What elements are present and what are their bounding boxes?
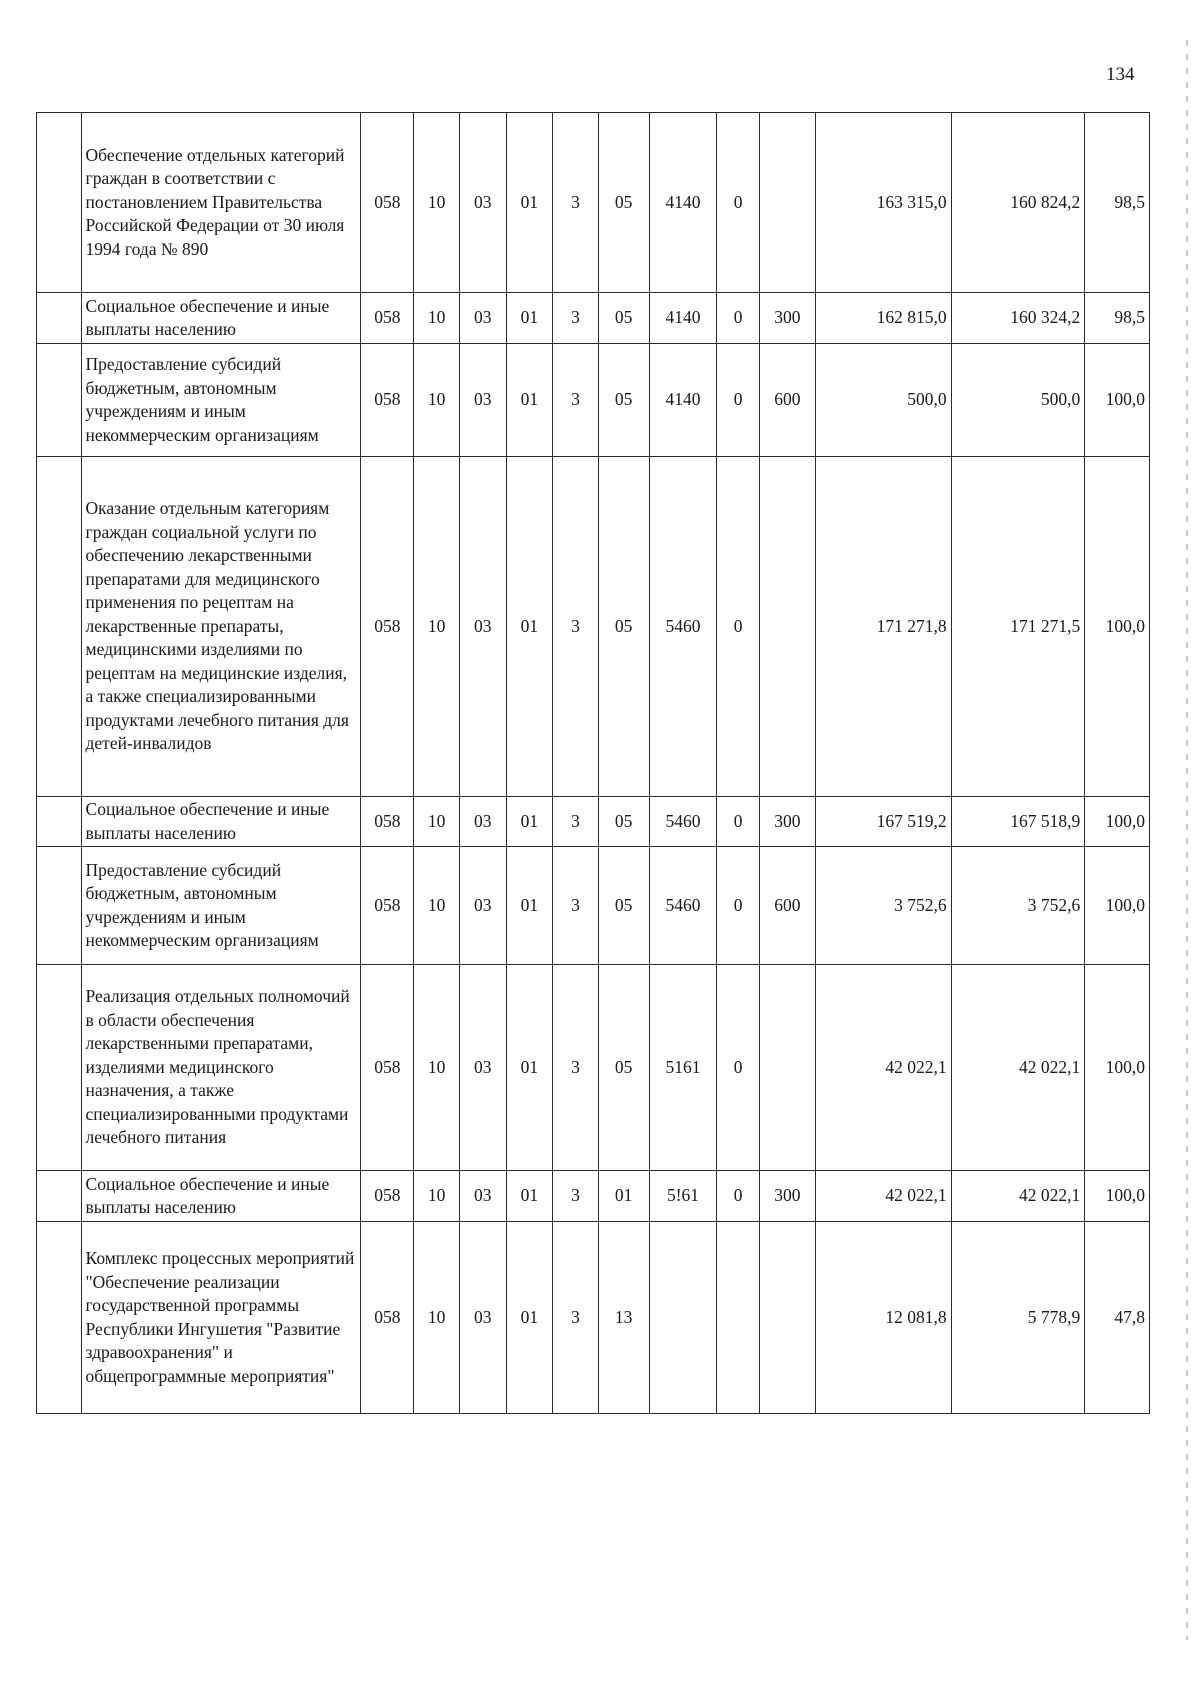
code-cell: 10 [414,1171,460,1222]
code-cell: 03 [459,797,506,847]
actual-amount: 160 824,2 [951,113,1085,293]
code-cell: 4140 [649,293,717,344]
code-cell: 05 [598,457,649,797]
actual-amount: 42 022,1 [951,1171,1085,1222]
code-cell: 3 [553,293,599,344]
code-cell: 300 [759,797,815,847]
code-cell: 03 [459,965,506,1171]
code-cell: 01 [506,293,553,344]
code-cell [759,965,815,1171]
code-cell: 03 [459,1171,506,1222]
code-cell: 0 [717,847,759,965]
code-cell: 01 [506,344,553,457]
row-description: Комплекс процессных мероприятий "Обеспечение реализации государственной программы Республики Ингушетия "Развитие здравоохранения" и общепрограммные мероприятия" [81,1222,361,1414]
code-cell: 4140 [649,113,717,293]
code-cell: 03 [459,344,506,457]
row-description: Предоставление субсидий бюджетным, автономным учреждениям и иным некоммерческим организациям [81,344,361,457]
code-cell: 5460 [649,797,717,847]
code-cell: 058 [361,847,414,965]
code-cell [759,113,815,293]
code-cell: 3 [553,344,599,457]
code-cell: 058 [361,344,414,457]
table-row [37,847,1150,965]
code-cell: 3 [553,1171,599,1222]
code-cell: 5460 [649,847,717,965]
plan-amount: 12 081,8 [816,1222,952,1414]
actual-amount: 167 518,9 [951,797,1085,847]
row-index-cell [37,847,82,965]
code-cell: 10 [414,113,460,293]
row-index-cell [37,1222,82,1414]
code-cell: 3 [553,457,599,797]
code-cell: 01 [506,457,553,797]
row-description: Реализация отдельных полномочий в области обеспечения лекарственными препаратами, изделиями медицинского назначения, а также специализированными продуктами лечебного питания [81,965,361,1171]
code-cell: 0 [717,797,759,847]
code-cell: 3 [553,797,599,847]
execution-percent: 98,5 [1085,293,1150,344]
code-cell: 01 [506,965,553,1171]
actual-amount: 160 324,2 [951,293,1085,344]
code-cell: 01 [506,1222,553,1414]
table-row [37,344,1150,457]
code-cell: 05 [598,113,649,293]
row-index-cell [37,965,82,1171]
execution-percent: 100,0 [1085,847,1150,965]
table-row [37,1222,1150,1414]
table-row [37,1171,1150,1222]
page-number: 134 [1106,64,1135,85]
plan-amount: 42 022,1 [816,1171,952,1222]
code-cell: 5!61 [649,1171,717,1222]
code-cell: 5460 [649,457,717,797]
row-description: Обеспечение отдельных категорий граждан в соответствии с постановлением Правительства Российской Федерации от 30 июля 1994 года № 890 [81,113,361,293]
scan-edge [1186,40,1188,1640]
row-index-cell [37,1171,82,1222]
execution-percent: 100,0 [1085,965,1150,1171]
code-cell: 03 [459,293,506,344]
code-cell: 3 [553,113,599,293]
row-index-cell [37,457,82,797]
actual-amount: 500,0 [951,344,1085,457]
code-cell: 0 [717,1171,759,1222]
code-cell: 10 [414,797,460,847]
row-description: Социальное обеспечение и иные выплаты населению [81,293,361,344]
code-cell: 05 [598,847,649,965]
table-row [37,113,1150,293]
code-cell: 01 [506,1171,553,1222]
code-cell [717,1222,759,1414]
execution-percent: 100,0 [1085,797,1150,847]
code-cell: 10 [414,847,460,965]
code-cell: 05 [598,344,649,457]
actual-amount: 42 022,1 [951,965,1085,1171]
plan-amount: 167 519,2 [816,797,952,847]
code-cell: 10 [414,1222,460,1414]
code-cell: 10 [414,965,460,1171]
execution-percent: 100,0 [1085,1171,1150,1222]
plan-amount: 171 271,8 [816,457,952,797]
execution-percent: 100,0 [1085,344,1150,457]
code-cell: 13 [598,1222,649,1414]
table-body [37,113,1150,1414]
row-index-cell [37,293,82,344]
code-cell: 058 [361,965,414,1171]
code-cell: 058 [361,797,414,847]
row-index-cell [37,113,82,293]
code-cell: 01 [506,113,553,293]
plan-amount: 3 752,6 [816,847,952,965]
code-cell: 058 [361,113,414,293]
budget-table [36,112,1150,1414]
code-cell: 4140 [649,344,717,457]
code-cell: 300 [759,293,815,344]
code-cell: 0 [717,457,759,797]
plan-amount: 162 815,0 [816,293,952,344]
row-description: Оказание отдельным категориям граждан социальной услуги по обеспечению лекарственными препаратами для медицинского применения по рецептам на лекарственные препараты, медицинскими изделиями по рецептам на медицинские изделия, а также специализированными продуктами лечебного питания для детей-инвалидов [81,457,361,797]
table-row [37,293,1150,344]
code-cell: 0 [717,293,759,344]
code-cell: 05 [598,965,649,1171]
table-row [37,457,1150,797]
code-cell: 058 [361,293,414,344]
code-cell: 01 [506,797,553,847]
row-index-cell [37,344,82,457]
code-cell: 03 [459,457,506,797]
code-cell: 10 [414,457,460,797]
code-cell: 300 [759,1171,815,1222]
code-cell: 5161 [649,965,717,1171]
execution-percent: 100,0 [1085,457,1150,797]
table-row [37,965,1150,1171]
code-cell [759,1222,815,1414]
plan-amount: 500,0 [816,344,952,457]
row-description: Социальное обеспечение и иные выплаты населению [81,1171,361,1222]
code-cell: 600 [759,344,815,457]
code-cell: 03 [459,847,506,965]
code-cell: 01 [506,847,553,965]
code-cell: 05 [598,797,649,847]
code-cell: 01 [598,1171,649,1222]
code-cell: 0 [717,344,759,457]
code-cell: 058 [361,1171,414,1222]
actual-amount: 3 752,6 [951,847,1085,965]
plan-amount: 42 022,1 [816,965,952,1171]
code-cell: 058 [361,457,414,797]
row-description: Социальное обеспечение и иные выплаты населению [81,797,361,847]
row-index-cell [37,797,82,847]
plan-amount: 163 315,0 [816,113,952,293]
execution-percent: 98,5 [1085,113,1150,293]
code-cell: 3 [553,847,599,965]
row-description: Предоставление субсидий бюджетным, автономным учреждениям и иным некоммерческим организациям [81,847,361,965]
code-cell: 0 [717,965,759,1171]
code-cell: 600 [759,847,815,965]
code-cell: 10 [414,344,460,457]
code-cell: 3 [553,1222,599,1414]
code-cell [759,457,815,797]
actual-amount: 171 271,5 [951,457,1085,797]
code-cell: 05 [598,293,649,344]
code-cell: 058 [361,1222,414,1414]
code-cell: 03 [459,113,506,293]
code-cell: 3 [553,965,599,1171]
code-cell [649,1222,717,1414]
actual-amount: 5 778,9 [951,1222,1085,1414]
code-cell: 03 [459,1222,506,1414]
table-row [37,797,1150,847]
code-cell: 0 [717,113,759,293]
execution-percent: 47,8 [1085,1222,1150,1414]
code-cell: 10 [414,293,460,344]
